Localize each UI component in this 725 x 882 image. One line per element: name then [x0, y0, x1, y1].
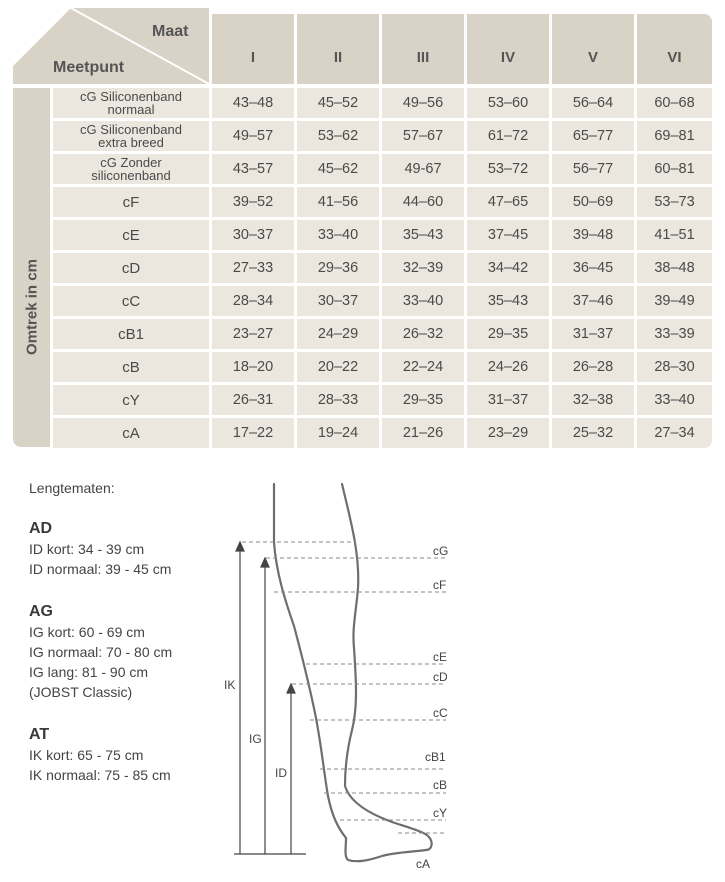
size-table	[13, 8, 712, 448]
size-header-5: V	[552, 14, 634, 84]
size-value-cell: 27–34	[637, 418, 712, 448]
size-value-cell: 38–48	[637, 253, 712, 283]
size-value-cell: 35–43	[382, 220, 464, 250]
table-row	[53, 220, 712, 250]
size-value-cell: 36–45	[552, 253, 634, 283]
measure-point-cell	[53, 253, 209, 283]
point-label-ca: cA	[416, 857, 431, 871]
point-label-ce: cE	[433, 650, 448, 664]
size-header-6: VI	[637, 14, 712, 84]
table-corner-header	[13, 8, 209, 84]
size-value-cell: 26–28	[552, 352, 634, 382]
size-value-cell: 57–67	[382, 121, 464, 151]
vertical-label-id: ID	[275, 766, 287, 780]
size-value-cell: 49–57	[212, 121, 294, 151]
point-label-cc: cC	[433, 706, 448, 720]
table-row	[53, 352, 712, 382]
measure-point-label: cC	[121, 292, 141, 310]
measure-point-cell	[53, 121, 209, 151]
measure-point-label: cG Zonder	[100, 155, 162, 170]
leg-diagram	[220, 478, 460, 877]
group-ag-item: IG normaal: 70 - 80 cm	[29, 644, 173, 660]
size-value-cell: 29–36	[297, 253, 379, 283]
group-at-item: IK kort: 65 - 75 cm	[29, 747, 144, 763]
table-row	[53, 121, 712, 151]
size-value-cell: 33–40	[637, 385, 712, 415]
table-row	[53, 154, 712, 184]
size-value-cell: 53–60	[467, 88, 549, 118]
group-ad-item: ID normaal: 39 - 45 cm	[29, 561, 172, 577]
size-value-cell: 28–33	[297, 385, 379, 415]
size-value-cell: 50–69	[552, 187, 634, 217]
side-bar	[13, 88, 50, 447]
size-value-cell: 53–73	[637, 187, 712, 217]
size-value-cell: 37–46	[552, 286, 634, 316]
size-value-cell: 39–48	[552, 220, 634, 250]
size-value-cell: 61–72	[467, 121, 549, 151]
size-value-cell: 39–52	[212, 187, 294, 217]
size-value-cell: 37–45	[467, 220, 549, 250]
table-row	[53, 385, 712, 415]
measure-point-cell	[53, 88, 209, 118]
measure-point-cell	[53, 286, 209, 316]
leg-outline	[220, 478, 460, 877]
vertical-label-ig: IG	[249, 732, 262, 746]
size-value-cell: 28–30	[637, 352, 712, 382]
group-ad-item: ID kort: 34 - 39 cm	[29, 541, 145, 557]
corner-label-measure-point: Meetpunt	[53, 59, 125, 76]
size-value-cell: 49-67	[382, 154, 464, 184]
point-label-cd: cD	[433, 670, 448, 684]
size-value-cell: 47–65	[467, 187, 549, 217]
size-value-cell: 26–31	[212, 385, 294, 415]
size-value-cell: 20–22	[297, 352, 379, 382]
table-row	[53, 418, 712, 448]
point-label-cg: cG	[433, 544, 449, 558]
measure-point-label: cD	[121, 259, 141, 277]
size-value-cell: 56–77	[552, 154, 634, 184]
corner-label-size: Maat	[152, 23, 189, 40]
measure-point-cell	[53, 352, 209, 382]
size-value-cell: 41–51	[637, 220, 712, 250]
group-ag-item: IG kort: 60 - 69 cm	[29, 624, 145, 640]
size-header-4: IV	[467, 14, 549, 84]
size-value-cell: 44–60	[382, 187, 464, 217]
size-value-cell: 49–56	[382, 88, 464, 118]
size-value-cell: 22–24	[382, 352, 464, 382]
size-value-cell: 33–40	[382, 286, 464, 316]
measure-point-label: cG Siliconenband	[80, 89, 182, 104]
size-value-cell: 28–34	[212, 286, 294, 316]
point-label-cb: cB	[433, 778, 448, 792]
size-value-cell: 29–35	[382, 385, 464, 415]
table-row	[53, 88, 712, 118]
size-value-cell: 33–39	[637, 319, 712, 349]
measure-point-label: cE	[122, 226, 140, 244]
measure-point-cell	[53, 187, 209, 217]
size-value-cell: 43–48	[212, 88, 294, 118]
vertical-label-ik: IK	[224, 678, 236, 692]
measure-point-label: cF	[122, 193, 140, 211]
group-ad-name: AD	[29, 520, 53, 537]
point-label-cf: cF	[433, 578, 447, 592]
measure-point-label: siliconenband	[91, 168, 171, 183]
measure-point-cell	[53, 319, 209, 349]
size-value-cell: 69–81	[637, 121, 712, 151]
size-value-cell: 19–24	[297, 418, 379, 448]
size-header-1: I	[212, 14, 294, 84]
measure-point-label: cB1	[118, 325, 144, 343]
size-value-cell: 21–26	[382, 418, 464, 448]
table-row	[53, 187, 712, 217]
group-at-name: AT	[29, 726, 50, 743]
size-value-cell: 33–40	[297, 220, 379, 250]
size-value-cell: 24–26	[467, 352, 549, 382]
length-title: Lengtematen:	[29, 480, 115, 496]
size-value-cell: 32–39	[382, 253, 464, 283]
measure-point-cell	[53, 154, 209, 184]
measure-point-label: cY	[122, 391, 140, 409]
point-label-cy: cY	[433, 806, 448, 820]
size-value-cell: 45–62	[297, 154, 379, 184]
size-value-cell: 34–42	[467, 253, 549, 283]
size-value-cell: 27–33	[212, 253, 294, 283]
measure-point-label: cG Siliconenband	[80, 122, 182, 137]
table-row	[53, 319, 712, 349]
size-value-cell: 60–68	[637, 88, 712, 118]
size-value-cell: 60–81	[637, 154, 712, 184]
size-header-3: III	[382, 14, 464, 84]
measure-point-label: extra breed	[98, 135, 164, 150]
size-value-cell: 31–37	[467, 385, 549, 415]
table-row	[53, 253, 712, 283]
measure-point-cell	[53, 385, 209, 415]
measure-point-label: cB	[122, 358, 140, 376]
size-value-cell: 35–43	[467, 286, 549, 316]
size-value-cell: 45–52	[297, 88, 379, 118]
size-value-cell: 26–32	[382, 319, 464, 349]
size-value-cell: 43–57	[212, 154, 294, 184]
size-value-cell: 31–37	[552, 319, 634, 349]
group-ag-item: (JOBST Classic)	[29, 684, 133, 700]
size-value-cell: 53–72	[467, 154, 549, 184]
size-value-cell: 17–22	[212, 418, 294, 448]
size-value-cell: 56–64	[552, 88, 634, 118]
size-value-cell: 18–20	[212, 352, 294, 382]
size-value-cell: 65–77	[552, 121, 634, 151]
group-at-item: IK normaal: 75 - 85 cm	[29, 767, 171, 783]
size-value-cell: 53–62	[297, 121, 379, 151]
table-row	[53, 286, 712, 316]
size-value-cell: 30–37	[297, 286, 379, 316]
group-ag-name: AG	[29, 603, 53, 620]
size-value-cell: 41–56	[297, 187, 379, 217]
measure-point-label: cA	[122, 424, 140, 442]
size-header-2: II	[297, 14, 379, 84]
size-value-cell: 24–29	[297, 319, 379, 349]
size-value-cell: 23–27	[212, 319, 294, 349]
size-value-cell: 23–29	[467, 418, 549, 448]
point-label-cb1: cB1	[425, 750, 446, 764]
side-label-circumference: Omtrek in cm	[23, 259, 41, 355]
size-value-cell: 32–38	[552, 385, 634, 415]
measure-point-cell	[53, 220, 209, 250]
measure-point-label: normaal	[107, 102, 155, 117]
group-ag-item: IG lang: 81 - 90 cm	[29, 664, 149, 680]
measure-point-cell	[53, 418, 209, 448]
size-value-cell: 39–49	[637, 286, 712, 316]
size-value-cell: 29–35	[467, 319, 549, 349]
size-value-cell: 25–32	[552, 418, 634, 448]
size-value-cell: 30–37	[212, 220, 294, 250]
